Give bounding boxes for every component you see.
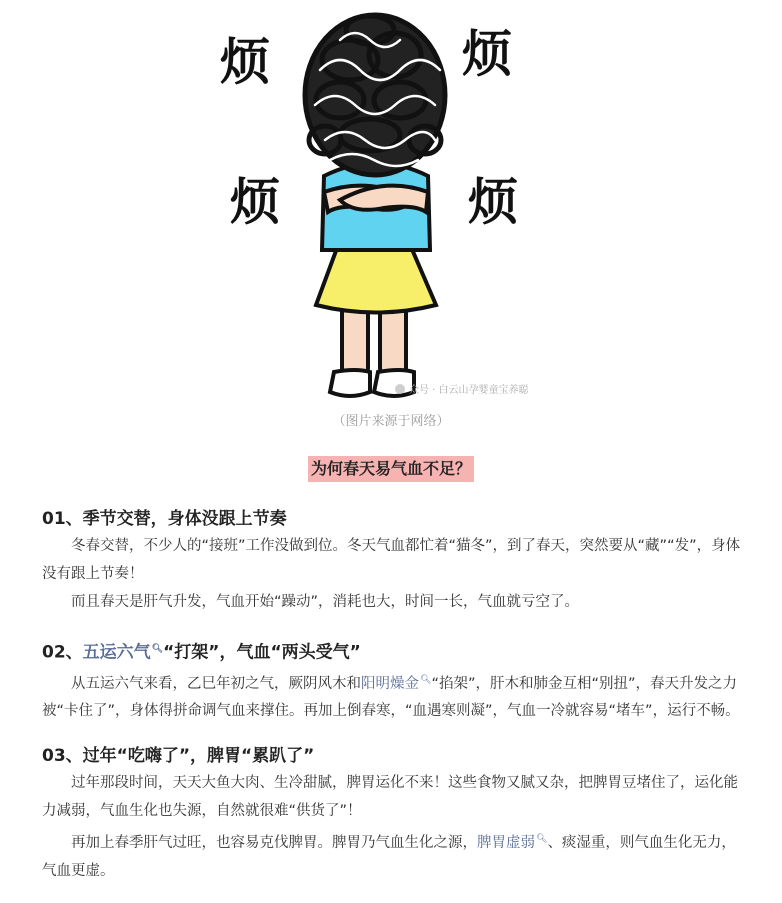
search-icon[interactable]: 🔍︎ (536, 834, 548, 845)
illustration (200, 0, 560, 405)
article-content (42, 506, 742, 885)
image-caption: （图片来源于网络） (332, 414, 450, 429)
section-3-paragraph-2 (42, 825, 742, 885)
section-2-text-a: 从五运六气来看，乙巳年初之气，厥阴风木和 (71, 675, 361, 692)
section-3-text-a: 再加上春季肝气过旺，也容易克伐脾胃。脾胃乃气血生化之源， (71, 835, 477, 852)
search-icon[interactable]: 🔍︎ (151, 644, 164, 654)
section-2-text-b: “掐架”，肝木和肺金互相“别扭”，春天升发之力被“卡住了”，身体得拼命调气血来撑住。再加上倒春寒，“血遇寒则凝”，气血一冷就容易“堵车”，运行不畅。 (42, 675, 740, 720)
section-1-paragraph-2: 而且春天是肝气升发，气血开始“躁动”，消耗也大，时间一长，气血就亏空了。 (71, 594, 580, 610)
search-icon[interactable]: 🔍︎ (420, 674, 432, 685)
image-watermark (395, 381, 529, 396)
watermark-text: 众号 · 白云山孕婴童宝养聪 (409, 385, 529, 396)
section-2-title (42, 636, 742, 666)
fan-character-bottom-left: 烦 (230, 173, 280, 231)
wuyunliuqi-link[interactable]: 五运六气 (82, 642, 151, 663)
fan-character-top-left: 烦 (220, 33, 270, 91)
section-1-title: 01、季节交替，身体没跟上节奏 (42, 509, 287, 529)
yangmingzaojin-link[interactable]: 阳明燥金 (361, 675, 419, 692)
section-2-paragraph-1 (42, 666, 742, 726)
piweixuruo-link[interactable]: 脾胃虚弱 (477, 835, 535, 852)
section-3-title: 03、过年“吃嗨了”，脾胃“累趴了” (42, 746, 315, 767)
section-1-paragraph-1: 冬春交替，不少人的“接班”工作没做到位。冬天气血都忙着“猫冬”，到了春天，突然要从“藏”“发”，身体没有跟上节奏！ (42, 538, 741, 582)
section-2-title-prefix: 02、 (42, 642, 83, 663)
section-3-paragraph-1: 过年那段时间，天天大鱼大肉、生冷甜腻，脾胃运化不来！这些食物又腻又杂，把脾胃豆堵住了，运化能力减弱，气血生化也失源，自然就很难“供货了”！ (42, 775, 738, 820)
question-heading-wrap (0, 456, 782, 482)
section-3-text-b: 、痰湿重，则气血生化无力，气血更虚。 (42, 835, 736, 880)
fan-character-bottom-right: 烦 (468, 173, 518, 231)
fan-character-top-right: 烦 (462, 25, 512, 83)
wechat-logo-icon (395, 384, 405, 394)
section-2-title-suffix: “打架”，气血“两头受气” (163, 642, 361, 663)
question-heading: 为何春天易气血不足？ (308, 456, 474, 482)
